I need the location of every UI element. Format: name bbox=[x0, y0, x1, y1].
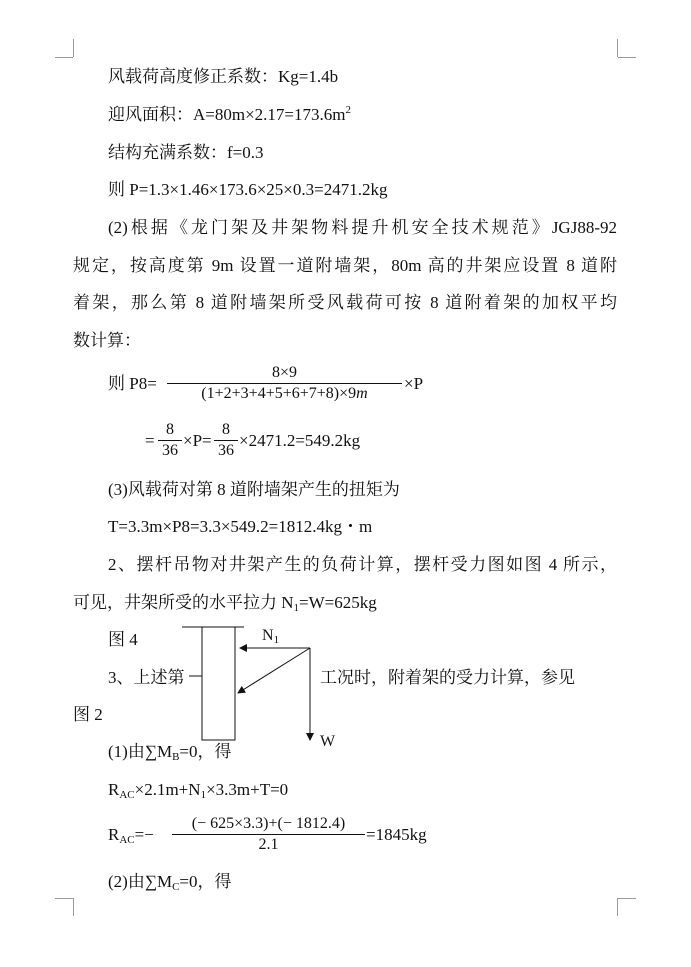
formula-rac-fraction bbox=[172, 814, 365, 855]
paragraph-line: 图 2 bbox=[73, 705, 103, 724]
text-line-fill-factor: 结构充满系数：f=0.3 bbox=[108, 143, 264, 162]
fraction-denominator: (1+2+3+4+5+6+7+8)×9m bbox=[201, 385, 368, 402]
paragraph-line: 可见，井架所受的水平拉力 $N_1=W=625kg$ bbox=[73, 593, 377, 614]
boom-arrow bbox=[238, 648, 310, 693]
fraction-denominator: 2.1 bbox=[258, 836, 279, 853]
label-n1: $N_1$ bbox=[262, 627, 280, 646]
formula-eq2-prefix: = bbox=[145, 431, 155, 450]
fraction-numerator: (− 625×3.3)+(− 1812.4) bbox=[191, 815, 346, 832]
text-line-wind-area: 迎风面积：$A=80m\times 2.17=173.6m^2$ bbox=[108, 104, 351, 124]
paragraph-line: 2、摆杆吊物对井架产生的负荷计算，摆杆受力图如图 4 所示， bbox=[108, 555, 617, 574]
formula-rac-prefix: $R_{AC}=-$ bbox=[108, 825, 154, 846]
paragraph-line: 3、上述第 bbox=[108, 668, 185, 687]
formula-p8-suffix: ×P bbox=[404, 374, 424, 393]
text-line-sum-mc: (2)由$\sum M_C=0$，得 bbox=[108, 872, 232, 893]
formula-p8-prefix: 则 P8= bbox=[108, 374, 157, 393]
formula-rac-result: =1845kg bbox=[366, 825, 427, 844]
text-line-torque-title: (3)风载荷对第 8 道附墙架产生的扭矩为 bbox=[108, 480, 400, 499]
text-line-rac-equation: $R_{AC}\times 2.1m+N_1\times 3.3m+T=0$ bbox=[108, 780, 289, 801]
formula-eq2-suffix: ×2471.2=549.2kg bbox=[239, 431, 361, 450]
text-line-height-factor: 风载荷高度修正系数：Kg=1.4b bbox=[108, 67, 339, 86]
fraction-numerator: 8 bbox=[222, 421, 230, 438]
paragraph-line: (2)根据《龙门架及井架物料提升机安全技术规范》JGJ88-92 bbox=[108, 218, 617, 237]
text-line-sum-mb: (1)由$\sum M_B=0$，得 bbox=[108, 742, 232, 763]
fraction-denominator: 36 bbox=[162, 442, 178, 459]
figure-caption: 图 4 bbox=[108, 630, 138, 649]
paragraph-line: 着架，那么第 8 道附墙架所受风载荷可按 8 道附着架的加权平均 bbox=[73, 293, 617, 312]
paragraph-line: 工况时，附着架的受力计算，参见 bbox=[320, 668, 575, 687]
paragraph-line: 数计算： bbox=[73, 331, 141, 350]
fraction-numerator: 8 bbox=[166, 421, 174, 438]
text-line-torque: T=3.3m×P8=3.3×549.2=1812.4kg・m bbox=[108, 517, 373, 536]
mast-rectangle bbox=[202, 627, 235, 740]
text-line-p-result: 则 P=1.3×1.46×173.6×25×0.3=2471.2kg bbox=[108, 180, 388, 199]
fraction-numerator: 8×9 bbox=[271, 364, 298, 381]
label-w: W bbox=[320, 733, 336, 750]
paragraph-line: 规定，按高度第 9m 设置一道附墙架，80m 高的井架应设置 8 道附 bbox=[73, 256, 617, 275]
formula-eq2-mid: ×P= bbox=[183, 431, 212, 450]
fraction-denominator: 36 bbox=[218, 442, 234, 459]
